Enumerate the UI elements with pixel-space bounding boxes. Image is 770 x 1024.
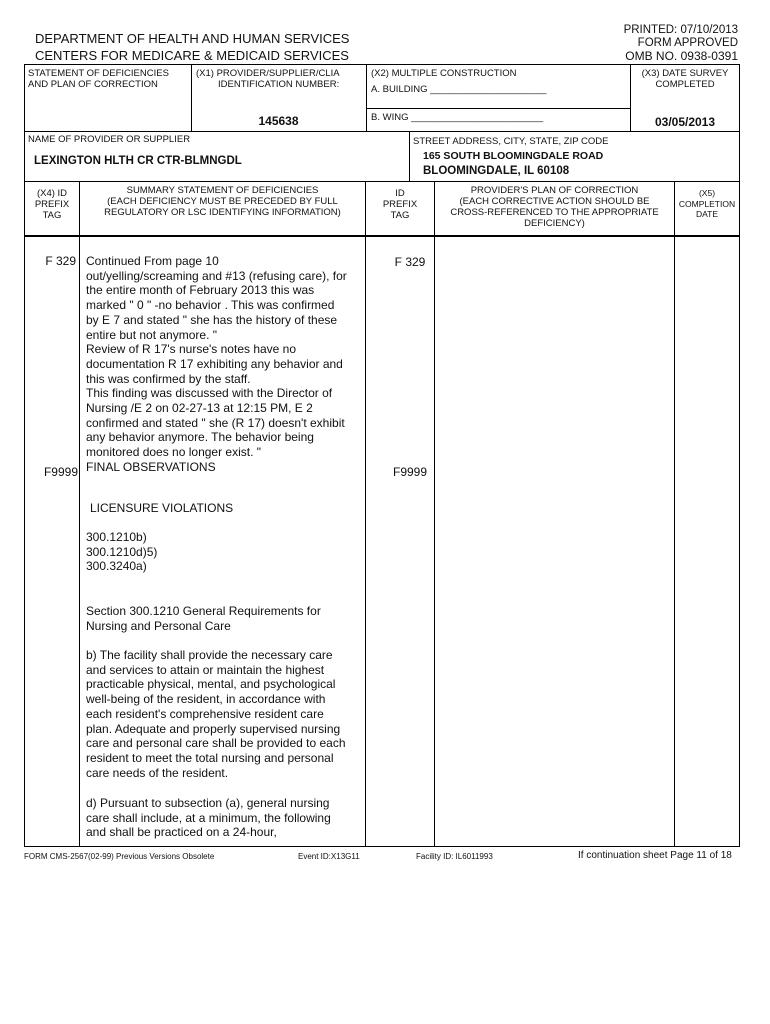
text-line: This finding was discussed with the Director of [86,386,333,401]
text-line: entire but not anymore. " [86,327,217,342]
tag-f329-right: F 329 [394,255,426,269]
x1-label: (X1) PROVIDER/SUPPLIER/CLIA IDENTIFICATION NUMBER: [196,68,340,90]
form-approved: FORM APPROVED [637,37,738,49]
text-line: Nursing /E 2 on 02-27-13 at 12:15 PM, E 2 [86,401,313,416]
plan-of-correction-heading: PROVIDER'S PLAN OF CORRECTION (EACH CORRECTIVE ACTION SHOULD BE CROSS-REFERENCED TO THE APPROPRIATE DEFICIENCY) [450,185,659,229]
tag-f329-left: F 329 [45,254,76,268]
provider-name-label: NAME OF PROVIDER OR SUPPLIER [28,134,191,145]
text-line: FINAL OBSERVATIONS [86,459,216,474]
survey-completed-date: 03/05/2013 [654,115,716,129]
text-line: the entire month of February 2013 this was [86,283,315,298]
deficiency-text [86,254,366,475]
text-line: Review of R 17's nurse's notes have no [86,342,297,357]
form-number: FORM CMS-2567(02-99) Previous Versions Obsolete [24,852,215,861]
text-line: out/yelling/screaming and #13 (refusing care), for [86,268,347,283]
x2-label: (X2) MULTIPLE CONSTRUCTION [371,68,517,79]
facility-id: Facility ID: IL6011993 [416,852,493,861]
omb-number: OMB NO. 0938-0391 [625,49,738,63]
agency-title: CENTERS FOR MEDICARE & MEDICAID SERVICES [35,48,349,63]
paragraph-d: d) Pursuant to subsection (a), general nursing care shall include, at a minimum, the following and shall be practiced on a 24-hour, [86,796,331,840]
id-prefix-heading: ID PREFIX TAG [382,188,418,221]
page-number: If continuation sheet Page 11 of 18 [578,850,732,861]
printed-date: PRINTED: 07/10/2013 [623,24,738,36]
street-address: 165 SOUTH BLOOMINGDALE ROAD [423,150,604,162]
text-line: marked " 0 " -no behavior . This was confirmed [86,298,335,313]
address-label: STREET ADDRESS, CITY, STATE, ZIP CODE [413,136,609,147]
text-line: any behavior anymore. The behavior being [86,430,314,445]
text-line: Continued From page 10 [86,254,219,268]
text-line: this was confirmed by the staff. [86,371,251,386]
text-line: documentation R 17 exhibiting any behavior and [86,356,343,371]
completion-date-heading: (X5) COMPLETION DATE [678,188,736,219]
paragraph-b: b) The facility shall provide the necessary care and services to attain or maintain the highest practicable physical, mental, and psychological well-being of the resident, in accordance with each resident's comprehensive resident care plan. Adequate and properly supervised nursing care and personal care shall be provided to each resident to meet the total nursing and personal care needs of the resident. [86,648,346,780]
summary-statement-heading: SUMMARY STATEMENT OF DEFICIENCIES (EACH DEFICIENCY MUST BE PRECEDED BY FULL REGULATORY OR LSC IDENTIFYING INFORMATION) [104,185,341,218]
tag-f9999-right: F9999 [392,465,428,479]
section-title: Section 300.1210 General Requirements for Nursing and Personal Care [86,604,321,633]
x3-label: (X3) DATE SURVEY COMPLETED [641,68,729,90]
provider-name: LEXINGTON HLTH CR CTR-BLMNGDL [34,155,242,167]
text-line: by E 7 and stated " she has the history of these [86,312,338,327]
statement-label: STATEMENT OF DEFICIENCIES AND PLAN OF CORRECTION [28,68,169,90]
department-title: DEPARTMENT OF HEALTH AND HUMAN SERVICES [35,31,350,46]
city-state-zip: BLOOMINGDALE, IL 60108 [423,165,570,177]
provider-number: 145638 [258,114,299,128]
regulation-codes: 300.1210b) 300.1210d)5) 300.3240a) [86,530,158,574]
wing-field: B. WING _________________________ [371,112,544,123]
tag-f9999-left: F9999 [43,465,78,479]
building-field: A. BUILDING ______________________ [371,84,547,95]
text-line: monitored does no longer exist. " [86,445,262,460]
x4-id-prefix-heading: (X4) ID PREFIX TAG [34,188,70,221]
text-line: confirmed and stated " she (R 17) doesn't exhibit [86,415,345,430]
event-id: Event ID:X13G11 [298,852,360,861]
licensure-heading: LICENSURE VIOLATIONS [90,501,234,515]
